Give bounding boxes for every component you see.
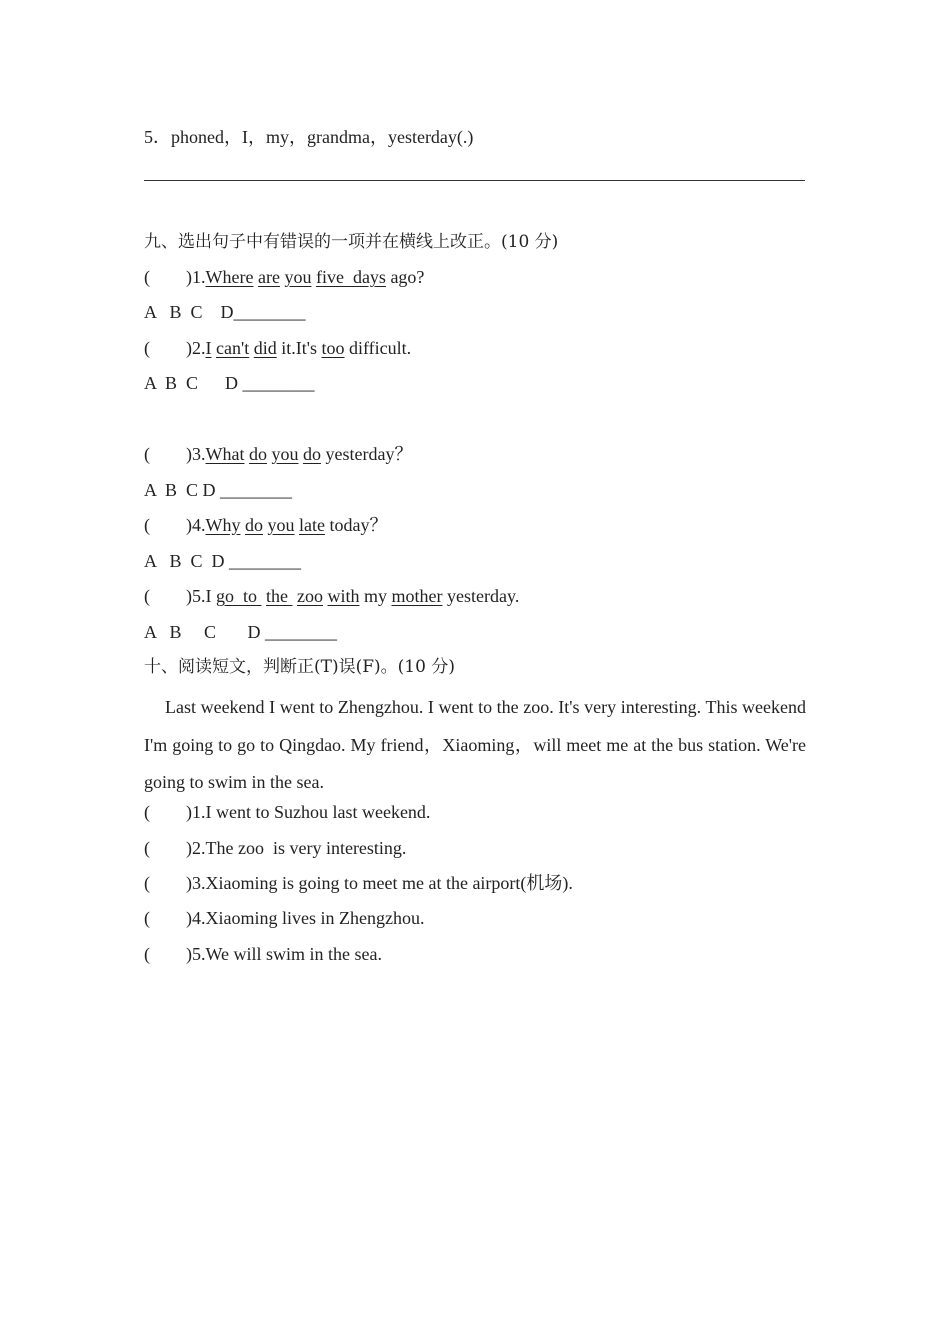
underlined-option: too [321,338,345,358]
underlined-option: do [248,444,267,464]
s10-item-3: ( )3.Xiaoming is going to meet me at the airport(机场). [144,873,573,893]
underlined-option: the [266,586,293,606]
answer-line [144,180,805,181]
sentence-text: it.It's [276,338,322,358]
q8-item-5: 5．phoned，I，my，grandma，yesterday(.) [144,127,474,147]
s9-question-3 [144,442,412,466]
underlined-option: you [284,267,312,287]
underlined-option: can't [216,338,250,358]
underlined-option: you [271,444,299,464]
underlined-option: with [327,586,360,606]
underlined-option: zoo [297,586,323,606]
sentence-text: yesterday？ [320,444,413,464]
underlined-option: do [302,444,321,464]
s9-options-4: A B C D ________ [144,551,302,571]
s9-options-5: A B C D ________ [144,622,338,642]
s10-item-5: ( )5.We will swim in the sea. [144,944,383,964]
underlined-option: you [267,515,295,535]
underlined-option: are [257,267,280,287]
underlined-option: five days [315,267,386,287]
answer-bracket: ( )3. [144,444,206,464]
s9-question-1 [144,265,424,289]
sentence-text: my [359,586,392,606]
answer-bracket: ( )2. [144,338,206,358]
underlined-option: Why [205,515,241,535]
s9-options-3: A B C D ________ [144,480,293,500]
answer-bracket: ( )4. [144,515,206,535]
s10-item-4: ( )4.Xiaoming lives in Zhengzhou. [144,908,425,928]
underlined-option: mother [391,586,443,606]
s9-question-2 [144,336,411,360]
underlined-option: do [245,515,263,535]
underlined-option: Where [205,267,254,287]
s10-item-2: ( )2.The zoo is very interesting. [144,838,407,858]
underlined-option: What [205,444,245,464]
s9-question-5 [144,584,519,608]
s9-options-1: A B C D________ [144,302,306,322]
underlined-option: did [253,338,277,358]
sentence-text: ago? [385,267,425,287]
sentence-text: difficult. [344,338,412,358]
answer-bracket: ( )5.I [144,586,216,606]
section-9-heading: 九、选出句子中有错误的一项并在横线上改正。(10 分) [144,232,559,252]
underlined-option: go to [215,586,262,606]
sentence-text: yesterday. [442,586,520,606]
reading-passage: Last weekend I went to Zhengzhou. I went to the zoo. It's very interesting. This weekend I'm going to go to Qingdao. My friend，Xiaoming，will meet me at the bus station. We're going to swim in the sea. [144,697,806,792]
sentence-text: today？ [324,515,388,535]
section-10-heading: 十、阅读短文，判断正(T)误(F)。(10 分) [144,657,455,677]
s10-item-1: ( )1.I went to Suzhou last weekend. [144,802,431,822]
s9-question-4 [144,513,387,537]
underlined-option: I [205,338,212,358]
s9-options-2: A B C D ________ [144,373,315,393]
answer-bracket: ( )1. [144,267,206,287]
underlined-option: late [299,515,325,535]
